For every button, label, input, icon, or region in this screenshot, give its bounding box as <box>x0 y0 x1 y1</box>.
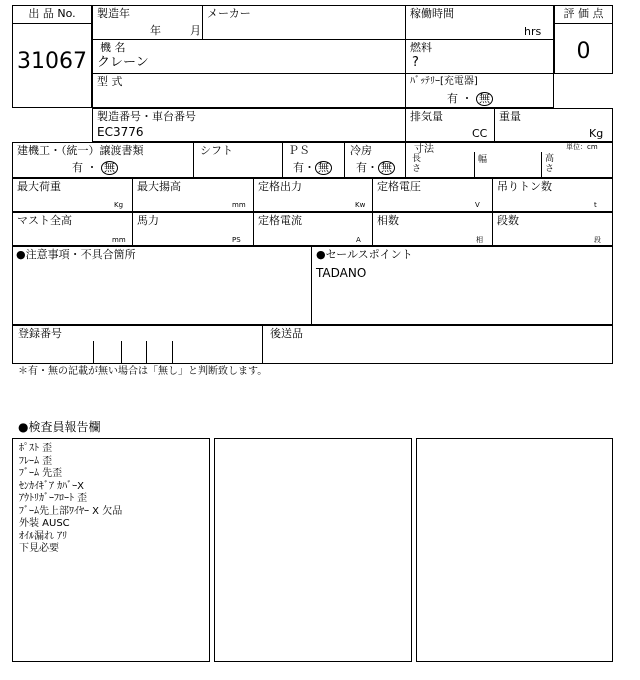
rated-voltage-label: 定格電圧 <box>377 180 421 193</box>
inspector-line: ﾌﾚｰﾑ 歪 <box>19 455 53 467</box>
inspector-box-2 <box>214 438 412 662</box>
phase-label: 相数 <box>377 214 399 227</box>
model-label: 機 名 <box>100 41 126 54</box>
mast-height-label: マスト全高 <box>17 214 72 227</box>
serial-label: 製造番号・車台番号 <box>97 110 196 123</box>
rated-voltage-unit: V <box>475 201 480 209</box>
inspector-line: ﾌﾞｰﾑ先上部ﾜｲﾔｰ X 欠品 <box>19 505 123 517</box>
stages-label: 段数 <box>497 214 519 227</box>
dims-label: 寸法 <box>414 144 434 155</box>
transfer-yes-no: 有 ・ 無 <box>72 161 118 175</box>
fuel-value: ? <box>412 55 419 70</box>
weight-label: 重量 <box>499 110 521 123</box>
model-value: クレーン <box>97 55 149 70</box>
hours-unit: hrs <box>524 25 542 38</box>
post-shipment-label: 後送品 <box>270 327 303 340</box>
battery-label: ﾊﾞｯﾃﾘｰ[充電器] <box>410 76 478 87</box>
caution-label: ●注意事項・不具合箇所 <box>16 248 136 261</box>
battery-yes-no: 有 ・ 無 <box>447 92 493 106</box>
eval-score: 0 <box>576 39 591 64</box>
width-label: 幅 <box>478 155 488 165</box>
length-label: 長さ <box>412 154 422 174</box>
year-unit: 年 <box>150 24 161 37</box>
hoist-tons-label: 吊りトン数 <box>497 180 552 193</box>
hours-label: 稼働時間 <box>410 7 454 20</box>
displacement-unit: CC <box>472 127 488 140</box>
horsepower-unit: PS <box>232 236 241 244</box>
max-load-label: 最大荷重 <box>17 180 61 193</box>
max-load-unit: Kg <box>114 201 124 209</box>
month-unit: 月 <box>190 24 201 37</box>
ps-label: ＰＳ <box>288 144 310 157</box>
height-label: 高さ <box>545 154 555 174</box>
inspector-line: ｾﾝｶｲｷﾞｱ ｶﾊﾞｰX <box>19 480 85 492</box>
weight-unit: Kg <box>589 127 604 140</box>
lot-number-value: 31067 <box>17 49 87 74</box>
rated-current-unit: A <box>356 236 361 244</box>
maker-label: メーカー <box>207 7 251 20</box>
dims-unit: 単位：cm <box>566 143 598 151</box>
sales-point-label: ●セールスポイント <box>316 248 413 261</box>
rated-output-label: 定格出力 <box>258 180 302 193</box>
hoist-tons-unit: t <box>594 201 597 209</box>
cooler-no-circled: 無 <box>378 161 395 175</box>
phase-unit: 相 <box>476 236 483 244</box>
ps-no-circled: 無 <box>315 161 332 175</box>
inspector-line: ﾌﾞｰﾑ 先歪 <box>19 468 63 479</box>
rated-output-unit: Kw <box>355 201 366 209</box>
shift-label: シフト <box>200 144 233 157</box>
displacement-label: 排気量 <box>410 110 443 123</box>
inspector-line: 下見必要 <box>19 543 59 554</box>
fuel-label: 燃料 <box>410 41 432 54</box>
registration-label: 登録番号 <box>18 327 62 340</box>
ps-yes-no: 有・ 無 <box>293 161 332 175</box>
serial-value: EC3776 <box>97 125 144 139</box>
cooler-yes-no: 有・ 無 <box>356 161 395 175</box>
inspector-title: ●検査員報告欄 <box>18 420 101 434</box>
inspector-notes <box>19 443 122 556</box>
rated-current-label: 定格電流 <box>258 214 302 227</box>
transfer-docs-label: 建機工・（統一）譲渡書類 <box>17 144 144 157</box>
battery-no-circled: 無 <box>476 92 493 106</box>
stages-unit: 段 <box>594 236 601 244</box>
inspector-line: 外装 AUSC <box>19 518 70 529</box>
transfer-no-circled: 無 <box>101 161 118 175</box>
cooler-label: 冷房 <box>350 144 372 157</box>
type-label: 型 式 <box>97 75 123 88</box>
max-lift-unit: mm <box>232 201 246 209</box>
eval-label: 評 価 点 <box>563 7 604 20</box>
mast-height-unit: mm <box>112 236 126 244</box>
max-lift-label: 最大揚高 <box>137 180 181 193</box>
registration-row <box>12 325 613 364</box>
mfg-year-label: 製造年 <box>97 7 130 20</box>
inspector-line: ｱｳﾄﾘｶﾞｰﾌﾛｰﾄ 歪 <box>19 493 88 504</box>
sales-point-value: TADANO <box>316 266 367 280</box>
horsepower-label: 馬力 <box>137 214 159 227</box>
electrical-row <box>12 212 613 246</box>
lot-number-label: 出 品 No. <box>28 7 76 20</box>
inspector-line: ﾎﾟｽﾄ 歪 <box>19 443 53 454</box>
footnote: ＊有・無の記載が無い場合は「無し」と判断致します。 <box>18 366 268 377</box>
inspector-box-3 <box>416 438 613 662</box>
inspector-line: ｵｲﾙ漏れ ｱﾘ <box>19 530 68 542</box>
